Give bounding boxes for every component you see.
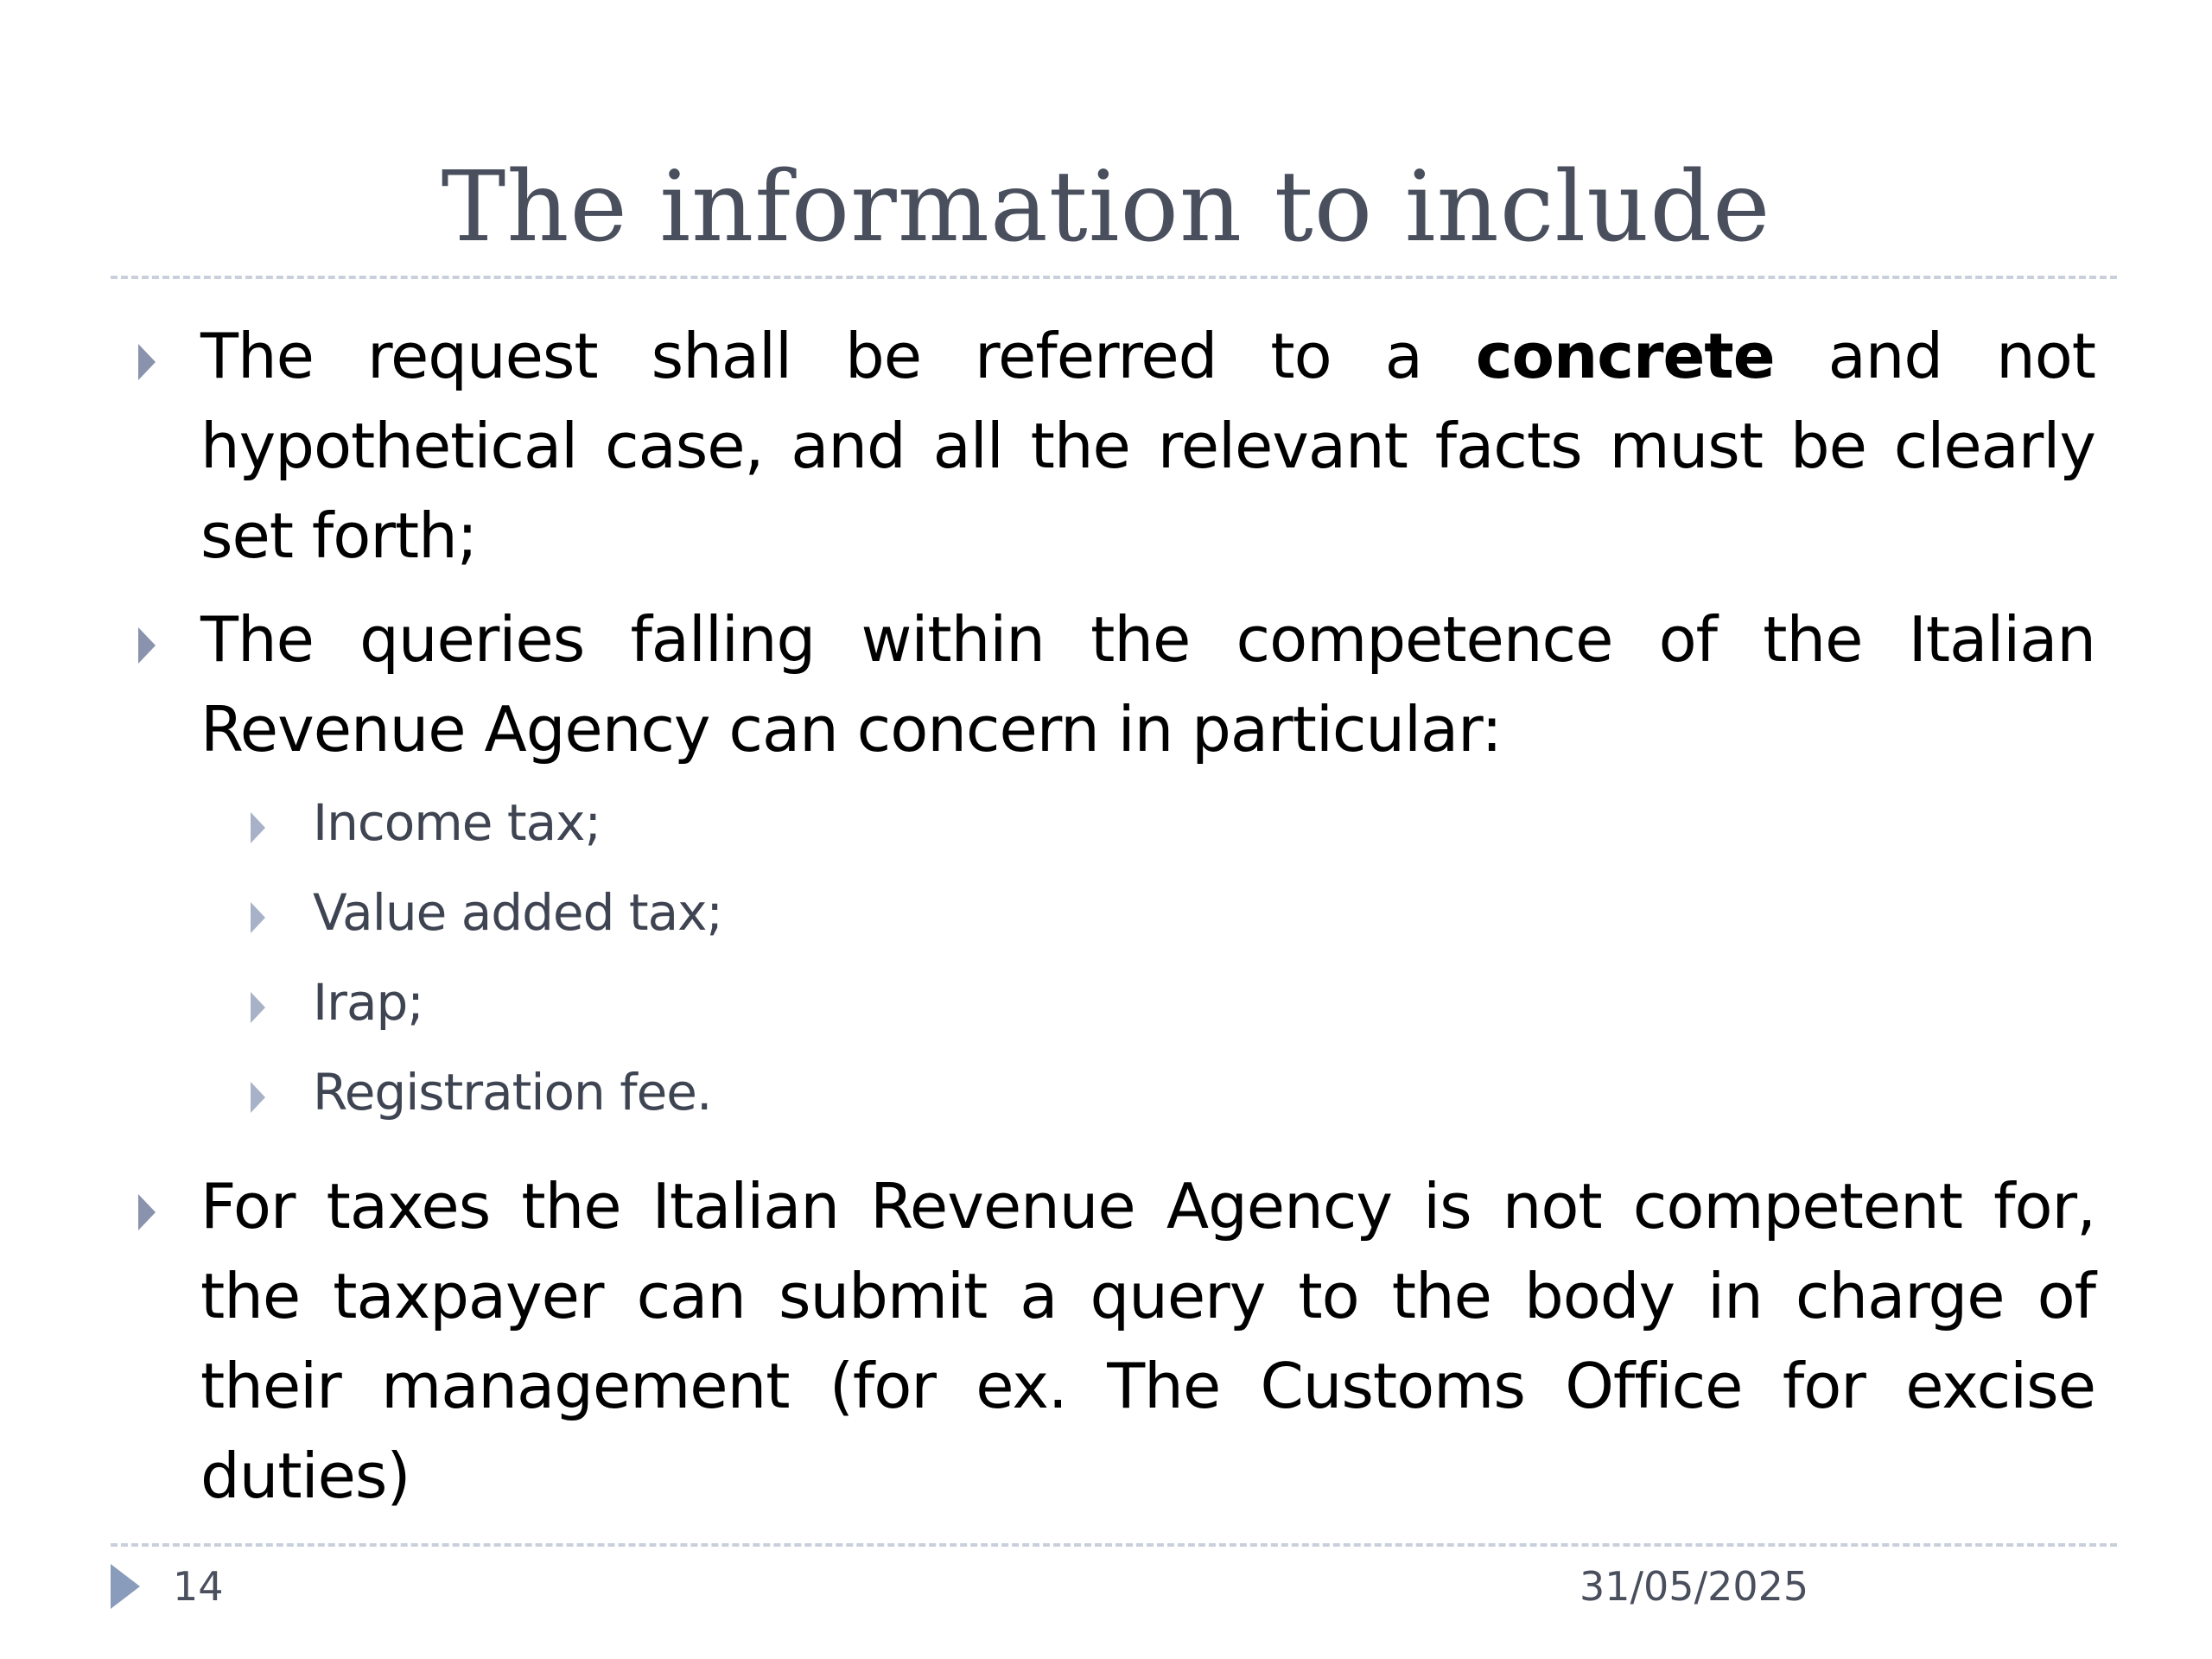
bullet-text: For taxes the Italian Revenue Agency is not competent for, the taxpayer can submit a query to the body in charge of their management (for ex. The Customs Office for excise duties): [200, 1170, 2095, 1512]
bullet-item: [130, 1161, 2095, 1521]
sub-bullet-text: Income tax;: [313, 793, 601, 852]
bullet-triangle-icon: [138, 344, 156, 380]
sub-bullet-text: Irap;: [313, 973, 423, 1032]
sub-bullet-text: Registration fee.: [313, 1063, 712, 1122]
footer-divider: [111, 1543, 2117, 1547]
bullet-emphasis: concrete: [1475, 320, 1775, 392]
sub-bullet-item: [130, 957, 2095, 1047]
sub-bullet-triangle-icon: [251, 812, 265, 843]
slide-title: The information to include: [441, 151, 1771, 264]
bullet-text: The request shall be referred to a: [200, 320, 1476, 392]
sub-bullet-list: [130, 778, 2095, 1137]
slide-body: [130, 311, 2095, 1521]
triangle-right-icon: [111, 1564, 140, 1609]
footer-date: 31/05/2025: [1580, 1563, 1809, 1610]
page-number: 14: [173, 1563, 224, 1610]
sub-bullet-text: Value added tax;: [313, 883, 722, 942]
sub-bullet-triangle-icon: [251, 992, 265, 1023]
sub-bullet-triangle-icon: [251, 1082, 265, 1113]
sub-bullet-item: [130, 868, 2095, 957]
sub-bullet-item: [130, 1047, 2095, 1137]
bullet-text: and not hypothetical case, and all the relevant facts must be clearly set forth;: [200, 320, 2095, 572]
bullet-item: [130, 594, 2095, 774]
bullet-triangle-icon: [138, 1194, 156, 1230]
bullet-text: The queries falling within the competence of the Italian Revenue Agency can concern in particular:: [200, 603, 2095, 766]
sub-bullet-triangle-icon: [251, 902, 265, 933]
title-divider: [111, 276, 2117, 279]
bullet-triangle-icon: [138, 627, 156, 664]
bullet-item: [130, 311, 2095, 581]
sub-bullet-item: [130, 778, 2095, 868]
